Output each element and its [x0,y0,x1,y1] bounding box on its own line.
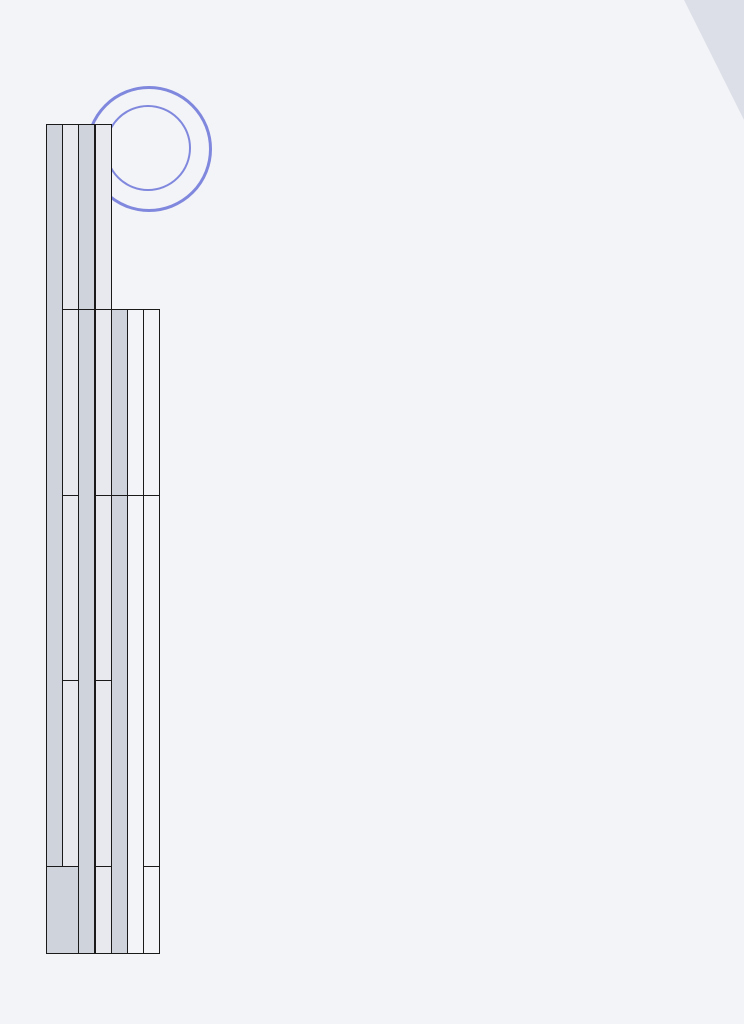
labour-total-value [79,125,95,311]
invest-header-total [96,125,112,311]
sign-confirm [128,496,144,954]
section-label [47,867,79,954]
page-corner-fold [684,0,744,120]
header-work [63,496,79,682]
invest-label [96,867,112,954]
avg-label [47,125,63,867]
labour-table [46,124,95,954]
date-label [144,867,160,954]
technician-name [144,310,160,496]
invest-header-num [96,496,112,682]
rotated-form [46,124,606,954]
invest-header-cost [96,310,112,496]
labour-total-label [79,310,95,954]
header-pdha [63,125,79,311]
invest-header-tree [96,681,112,867]
header-diff [63,310,79,496]
total-cost-label [112,496,128,954]
total-cost-value [112,310,128,496]
sign-technician-label [144,496,160,867]
investment-table [95,124,160,954]
header-yn [63,681,79,867]
